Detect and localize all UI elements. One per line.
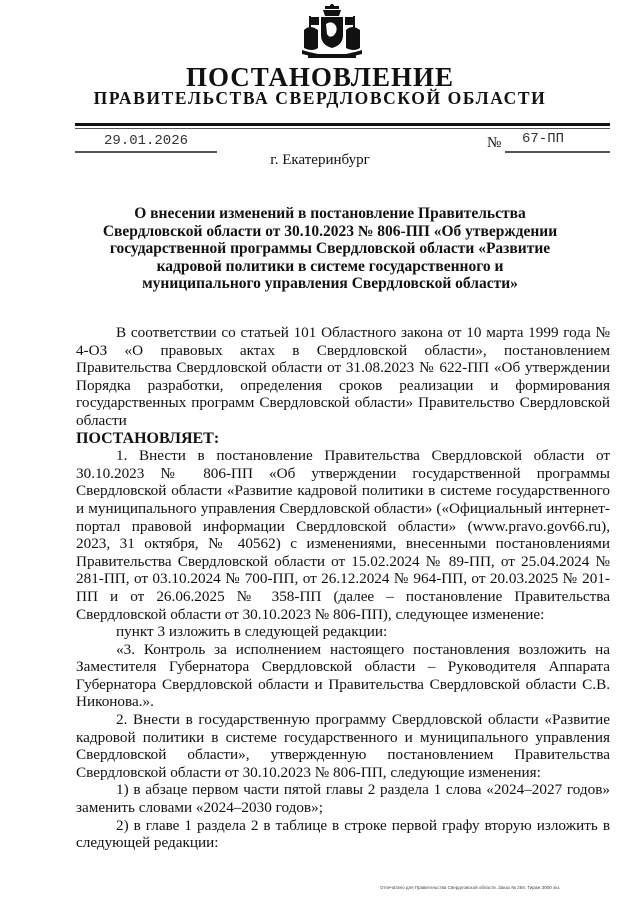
document-type-title: ПОСТАНОВЛЕНИЕ [185,62,455,92]
document-number: 67-ПП [522,131,565,147]
header-divider-thin [75,128,610,129]
print-footer: Отпечатано для Правительства Свердловской области. Заказ № 256. Тираж 3000 экз. [380,885,561,890]
issuing-authority: ПРАВИТЕЛЬСТВА СВЕРДЛОВСКОЙ ОБЛАСТИ [93,88,547,108]
item-2-2-paragraph: 2) в главе 1 раздела 2 в таблице в строке первой графу вторую изложить в следующей редакции: [76,816,610,852]
item-2-1-paragraph: 1) в абзаце первом части пятой главы 2 раздела 1 слова «2024–2027 годов» заменить словами «2024–2030 годов»; [76,781,610,817]
header-divider-thick [75,123,610,126]
document-body [76,324,610,852]
document-date: 29.01.2026 [103,133,188,149]
preamble-paragraph: В соответствии со статьей 101 Областного закона от 10 марта 1999 года № 4-ОЗ «О правовых актах в Свердловской области», постановлением Правительства Свердловской области от 31.08.2023 № 622-ПП «Об утверждении Порядка разработки, определения сроков реализации и формирования государственных программ Свердловской области» Правительство Свердловской области [76,324,610,429]
item-1-paragraph: 1. Внести в постановление Правительства Свердловской области от 30.10.2023 № 806-ПП «Об утверждении государственной программы Свердловской области «Развитие кадровой политики в системе государственного и муниципального управления Свердловской области» («Официальный интернет-портал правовой информации Свердловской области» (www.pravo.gov66.ru), 2023, 31 октября, № 40562) с изменениями, внесенными постановлениями Правительства Свердловской области от 15.02.2024 № 89-ПП, от 25.04.2024 № 281-ПП, от 03.10.2024 № 700-ПП, от 26.12.2024 № 964-ПП, от 20.03.2025 № 201-ПП и от 26.06.2025 № 358-ПП (далее – постановление Правительства Свердловской области от 30.10.2023 № 806-ПП), следующее изменение: [76,447,610,623]
coat-of-arms-icon [298,4,366,64]
document-subject-title: О внесении изменений в постановление Правительства Свердловской области от 30.10.2023 № 806-ПП «Об утверждении государственной программы Свердловской области «Развитие кадровой политики в системе государственного и муниципального управления Свердловской области» [102,205,558,292]
item-1-sub-paragraph: пункт 3 изложить в следующей редакции: [116,623,388,641]
item-2-paragraph: 2. Внести в государственную программу Свердловской области «Развитие кадровой политики в системе государственного и муниципального управления Свердловской области», утвержденную постановлением Правительства Свердловской области от 30.10.2023 № 806-ПП, следующие изменения: [76,711,610,781]
city: г. Екатеринбург [270,152,370,168]
number-sign: № [487,135,502,151]
decree-word: ПОСТАНОВЛЯЕТ: [76,429,220,447]
item-1-quote-paragraph: «3. Контроль за исполнением настоящего постановления возложить на Заместителя Губернатора Свердловской области – Руководителя Аппарата Губернатора Свердловской области и Правительства Свердловской области С.В. Никонова.». [76,640,610,711]
